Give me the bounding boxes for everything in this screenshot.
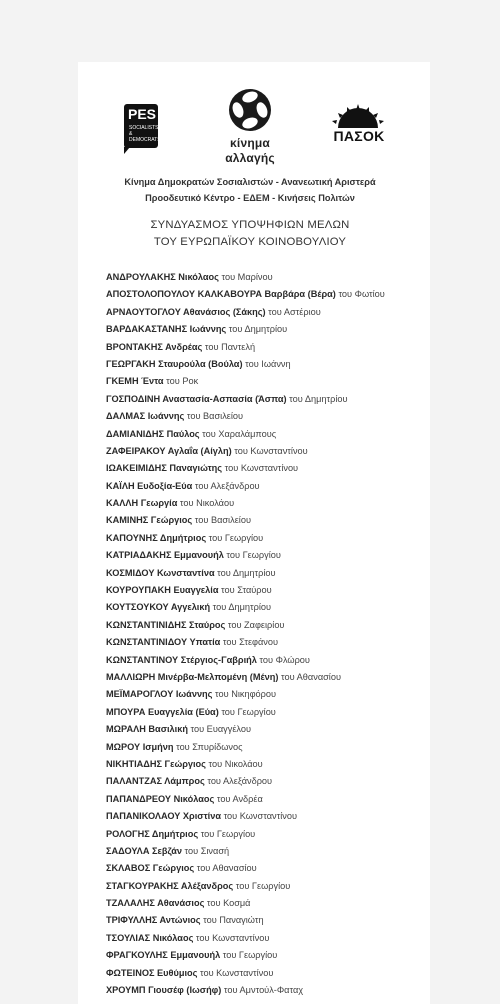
candidate-name: ΑΡΝΑΟΥΤΟΓΛΟΥ Αθανάσιος (Σάκης) (106, 306, 266, 317)
kinima-allagis-logo-icon (226, 86, 274, 134)
pasok-logo-text: ΠΑΣΟΚ (333, 128, 385, 144)
candidate-name: ΑΝΔΡΟΥΛΑΚΗΣ Νικόλαος (106, 272, 219, 282)
candidate-patronymic: του Βασιλείου (186, 411, 244, 422)
candidate-patronymic: του Αλεξάνδρου (194, 480, 260, 491)
candidate-row (106, 895, 385, 912)
candidate-patronymic: του Δημητρίου (217, 567, 276, 578)
candidate-row (106, 704, 385, 721)
candidate-patronymic: του Αθανασίου (196, 863, 257, 874)
candidate-row (106, 286, 385, 303)
coalition-subtitle-1: Κίνημα Δημοκρατών Σοσιαλιστών - Ανανεωτική Αριστερά (124, 177, 376, 187)
candidate-row (106, 582, 385, 599)
candidate-row (106, 443, 385, 460)
candidate-row (106, 356, 385, 373)
candidate-row (106, 756, 385, 773)
candidate-row (106, 321, 385, 338)
candidate-row (106, 391, 385, 408)
coalition-subtitle-2: Προοδευτικό Κέντρο - ΕΔΕΜ - Κινήσεις Πολιτών (145, 193, 355, 203)
candidate-name: ΑΠΟΣΤΟΛΟΠΟΥΛΟΥ ΚΑΛΚΑΒΟΥΡΑ Βαρβάρα (Βέρα) (106, 289, 336, 300)
candidate-name: ΠΑΛΑΝΤΖΑΣ Λάμπρος (106, 776, 205, 787)
pes-logo-subtitle (129, 125, 161, 143)
candidate-patronymic: του Κοσμά (206, 898, 251, 909)
candidate-name: ΜΩΡΑΛΗ Βασιλική (106, 724, 188, 735)
candidate-patronymic: του Ανδρέα (216, 793, 263, 804)
candidate-row (106, 304, 385, 321)
list-heading-1: ΣΥΝΔΥΑΣΜΟΣ ΥΠΟΨΗΦΙΩΝ ΜΕΛΩΝ (150, 219, 350, 231)
candidate-name: ΚΩΝΣΤΑΝΤΙΝΟΥ Στέργιος-Γαβριήλ (106, 654, 257, 665)
candidate-row (106, 617, 385, 634)
candidate-patronymic: του Κωνσταντίνου (224, 463, 299, 474)
candidate-row (106, 530, 385, 547)
candidate-name: ΚΑΠΟΥΝΗΣ Δημήτριος (106, 532, 207, 543)
candidate-patronymic: του Νικολάου (179, 498, 235, 509)
candidate-patronymic: του Ιωάννη (245, 358, 291, 369)
candidate-row (106, 478, 385, 495)
candidate-patronymic: του Γεωργίου (221, 706, 276, 717)
candidate-row (106, 965, 385, 982)
candidate-name: ΙΩΑΚΕΙΜΙΔΗΣ Παναγιώτης (106, 463, 223, 474)
candidate-name: ΠΑΠΑΝΔΡΕΟΥ Νικόλαος (106, 793, 215, 804)
logo-row (0, 0, 500, 170)
candidate-patronymic: του Στεφάνου (222, 637, 279, 648)
candidate-patronymic: του Κωνσταντίνου (234, 445, 308, 456)
pes-logo (124, 104, 161, 148)
candidate-name: ΜΠΟΥΡΑ Ευαγγελία (Εύα) (106, 706, 219, 717)
candidate-name: ΔΑΜΙΑΝΙΔΗΣ Παύλος (106, 428, 200, 439)
candidate-row (106, 339, 385, 356)
candidate-patronymic: του Κωνσταντίνου (223, 811, 298, 822)
candidate-name: ΚΑΜΙΝΗΣ Γεώργιος (106, 515, 193, 526)
candidate-name: ΣΤΑΓΚΟΥΡΑΚΗΣ Αλέξανδρος (106, 880, 234, 891)
candidate-patronymic: του Δημητρίου (289, 393, 348, 404)
kinima-logo-line2: αλλαγής (225, 151, 275, 165)
candidate-patronymic: του Σταύρου (221, 585, 272, 596)
candidate-row (106, 808, 385, 825)
candidate-patronymic: του Φωτίου (338, 289, 385, 300)
candidate-patronymic: του Αλεξάνδρου (207, 776, 273, 787)
candidate-row (106, 982, 385, 999)
candidate-row (106, 686, 385, 703)
candidate-row (106, 512, 385, 529)
candidate-name: ΓΕΩΡΓΑΚΗ Σταυρούλα (Βούλα) (106, 358, 243, 369)
candidate-patronymic: του Νικολάου (208, 758, 263, 769)
candidate-row (106, 878, 385, 895)
candidate-name: ΝΙΚΗΤΙΑΔΗΣ Γεώργιος (106, 758, 206, 769)
candidate-name: ΓΟΣΠΟΔΙΝΗ Αναστασία-Ασπασία (Άσπα) (106, 393, 287, 404)
candidate-row (106, 408, 385, 425)
candidate-name: ΖΑΦΕΙΡΑΚΟΥ Αγλαΐα (Αίγλη) (106, 445, 232, 456)
candidate-patronymic: του Παντελή (204, 341, 256, 352)
candidate-row (106, 843, 385, 860)
kinima-logo-line1: κίνημα (230, 136, 270, 150)
candidate-name: ΦΡΑΓΚΟΥΛΗΣ Εμμανουήλ (106, 950, 221, 961)
candidate-row (106, 599, 385, 616)
candidate-name: ΜΩΡΟΥ Ισμήνη (106, 741, 174, 752)
candidate-patronymic: του Δημητρίου (212, 602, 272, 613)
candidate-patronymic: του Ζαφειρίου (227, 619, 285, 630)
candidate-patronymic: του Κωνσταντίνου (195, 932, 270, 943)
candidate-row (106, 826, 385, 843)
candidate-list (106, 269, 385, 999)
candidate-name: ΚΩΝΣΤΑΝΤΙΝΙΔΗΣ Σταύρος (106, 619, 226, 630)
candidate-patronymic: του Σινασή (184, 845, 230, 856)
candidate-patronymic: του Γεωργίου (222, 950, 278, 961)
candidate-row (106, 860, 385, 877)
candidate-patronymic: του Δημητρίου (228, 324, 288, 335)
pes-logo-subtitle-2: DEMOCRATS (129, 137, 161, 143)
candidate-name: ΤΖΑΛΑΛΗΣ Αθανάσιος (106, 898, 205, 909)
candidate-row (106, 669, 385, 686)
candidate-row (106, 495, 385, 512)
candidate-name: ΜΕΪΜΑΡΟΓΛΟΥ Ιωάννης (106, 689, 213, 700)
candidate-row (106, 930, 385, 947)
candidate-row (106, 912, 385, 929)
candidate-patronymic: του Γεωργίου (208, 532, 264, 543)
candidate-row (106, 634, 385, 651)
candidate-row (106, 773, 385, 790)
candidate-row (106, 269, 385, 286)
candidate-name: ΠΑΠΑΝΙΚΟΛΑΟΥ Χριστίνα (106, 811, 221, 822)
candidate-patronymic: του Κωνσταντίνου (199, 967, 274, 978)
candidate-row (106, 426, 385, 443)
candidate-name: ΒΑΡΔΑΚΑΣΤΑΝΗΣ Ιωάννης (106, 324, 227, 335)
candidate-name: ΚΑΤΡΙΑΔΑΚΗΣ Εμμανουήλ (106, 550, 224, 561)
candidate-row (106, 739, 385, 756)
candidate-name: ΤΡΙΦΥΛΛΗΣ Αντώνιος (106, 915, 201, 926)
candidate-patronymic: του Σπυρίδωνος (176, 741, 243, 752)
candidate-patronymic: του Φλώρου (259, 654, 310, 665)
candidate-row (106, 947, 385, 964)
candidate-patronymic: του Παναγιώτη (203, 915, 264, 926)
candidate-name: ΦΩΤΕΙΝΟΣ Ευθύμιος (106, 967, 198, 978)
candidate-row (106, 721, 385, 738)
candidate-name: ΧΡΟΥΜΠ Γιουσέφ (Ιωσήφ) (106, 985, 222, 996)
candidate-patronymic: του Γεωργίου (200, 828, 256, 839)
candidate-name: ΣΚΛΑΒΟΣ Γεώργιος (106, 863, 195, 874)
candidate-name: ΣΑΔΟΥΛΑ Σεβζάν (106, 845, 182, 856)
candidate-name: ΚΑΪΛΗ Ευδοξία-Εύα (106, 480, 193, 491)
candidate-patronymic: του Νικηφόρου (215, 689, 277, 700)
candidate-patronymic: του Ευαγγέλου (190, 724, 252, 735)
candidate-name: ΒΡΟΝΤΑΚΗΣ Ανδρέας (106, 341, 203, 352)
candidate-row (106, 652, 385, 669)
candidate-patronymic: του Ροκ (166, 376, 199, 387)
candidate-patronymic: του Αστέριου (268, 306, 321, 317)
candidate-name: ΚΑΛΛΗ Γεωργία (106, 498, 178, 509)
candidate-row (106, 547, 385, 564)
candidate-name: ΓΚΕΜΗ Έντα (106, 376, 164, 387)
candidate-patronymic: του Γεωργίου (235, 880, 291, 891)
candidate-name: ΔΑΛΜΑΣ Ιωάννης (106, 411, 185, 422)
candidate-row (106, 791, 385, 808)
candidate-patronymic: του Αμντούλ-Φαταχ (223, 985, 304, 996)
candidate-name: ΤΣΟΥΛΙΑΣ Νικόλαος (106, 932, 194, 943)
pasok-sun-icon (330, 104, 386, 128)
candidate-name: ΚΩΝΣΤΑΝΤΙΝΙΔΟΥ Υπατία (106, 637, 221, 648)
candidate-row (106, 460, 385, 477)
candidate-row (106, 373, 385, 390)
candidate-name: ΚΟΣΜΙΔΟΥ Κωνσταντίνα (106, 567, 215, 578)
candidate-patronymic: του Βασιλείου (194, 515, 251, 526)
candidate-patronymic: του Γεωργίου (226, 550, 281, 561)
list-heading-2: ΤΟΥ ΕΥΡΩΠΑΪΚΟΥ ΚΟΙΝΟΒΟΥΛΙΟΥ (153, 236, 347, 248)
candidate-name: ΚΟΥΤΣΟΥΚΟΥ Αγγελική (106, 602, 211, 613)
candidate-patronymic: του Χαραλάμπους (202, 428, 277, 439)
candidate-name: ΡΟΛΟΓΗΣ Δημήτριος (106, 828, 199, 839)
pes-logo-tail (124, 147, 135, 154)
candidate-name: ΚΟΥΡΟΥΠΑΚΗ Ευαγγελία (106, 585, 219, 596)
pes-logo-title: PES (128, 106, 157, 122)
pes-logo-subtitle-1: SOCIALISTS & (129, 125, 159, 137)
candidate-name: ΜΑΛΛΙΩΡΗ Μινέρβα-Μελπομένη (Μένη) (106, 671, 279, 682)
candidate-patronymic: του Αθανασίου (281, 671, 341, 682)
candidate-patronymic: του Μαρίνου (221, 272, 273, 282)
candidate-row (106, 565, 385, 582)
